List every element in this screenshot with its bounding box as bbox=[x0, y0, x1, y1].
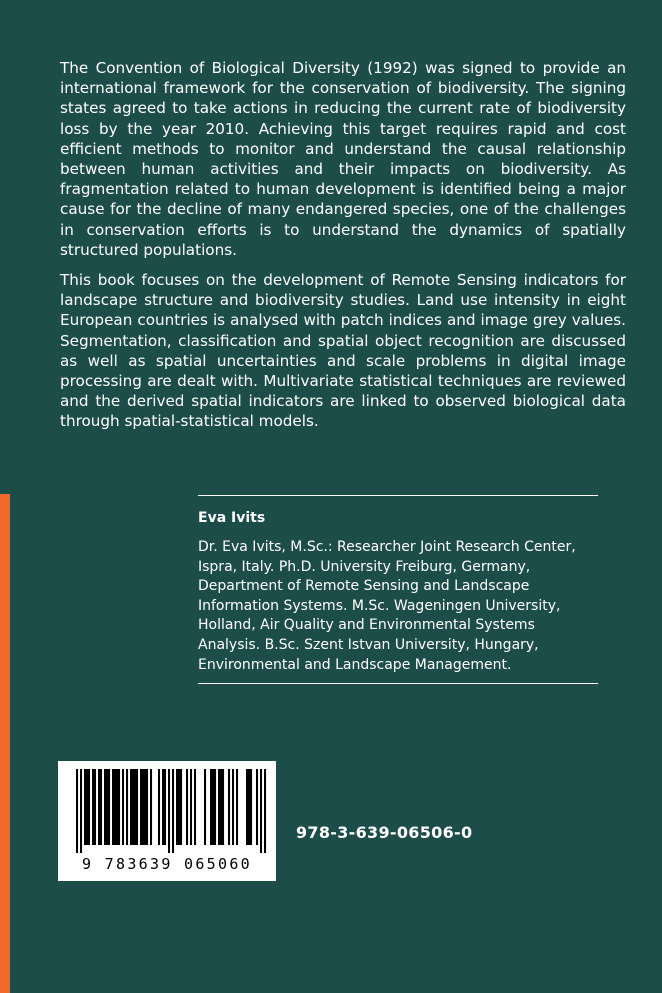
barcode-bar bbox=[162, 769, 164, 845]
barcode-bar bbox=[248, 769, 250, 845]
barcode-bar bbox=[92, 769, 94, 845]
barcode-bar bbox=[104, 769, 106, 845]
barcode-bar bbox=[84, 769, 86, 845]
back-cover-blurb bbox=[60, 58, 626, 442]
barcode-bar bbox=[134, 769, 136, 845]
barcode-bar bbox=[106, 769, 108, 845]
barcode-bar bbox=[118, 769, 120, 845]
barcode-bar bbox=[178, 769, 180, 845]
barcode-bar bbox=[222, 769, 224, 845]
barcode-bar bbox=[194, 769, 196, 845]
barcode-bar bbox=[140, 769, 142, 845]
barcode-bar bbox=[98, 769, 100, 845]
barcode-bar bbox=[190, 769, 192, 845]
barcode-bar bbox=[76, 769, 78, 853]
barcode-bar bbox=[146, 769, 148, 845]
barcode-bar bbox=[232, 769, 234, 845]
author-name: Eva Ivits bbox=[198, 510, 266, 526]
author-bio: Dr. Eva Ivits, M.Sc.: Researcher Joint Research Center, Ispra, Italy. Ph.D. University Freiburg, Germany, Department of Remote Sensing and Landscape Information Systems. M.Sc. Wageningen University, Holland, Air Quality and Environmental Systems Analysis. B.Sc. Szent Istvan University, Hungary, Environmental and Landscape Management. bbox=[198, 539, 576, 673]
barcode-bar bbox=[108, 769, 110, 845]
barcode-bar bbox=[164, 769, 166, 845]
barcode-bar bbox=[236, 769, 238, 845]
barcode-bar bbox=[126, 769, 128, 845]
barcode-bar bbox=[172, 769, 174, 853]
barcode-bar bbox=[186, 769, 188, 845]
barcode-bar bbox=[86, 769, 88, 845]
isbn-barcode bbox=[58, 761, 276, 881]
isbn-number: 978-3-639-06506-0 bbox=[296, 823, 473, 842]
barcode-bar bbox=[212, 769, 214, 845]
barcode-bar bbox=[136, 769, 138, 845]
barcode-bar bbox=[246, 769, 248, 845]
blurb-paragraph-1: The Convention of Biological Diversity (1992) was signed to provide an international framework for the conservation of biodiversity. The signing states agreed to take actions in reducing the current rate of biodiversity loss by the year 2010. Achieving this target requires rapid and cost efficient methods to monitor and understand the causal relationship between human activities and their impacts on biodiversity. As fragmentation related to human development is identified being a major cause for the decline of many endangered species, one of the challenges in conservation efforts is to understand the dynamics of spatially structured populations. bbox=[60, 59, 626, 259]
barcode-bar bbox=[80, 769, 82, 853]
barcode-bar bbox=[264, 769, 266, 853]
barcode-bar bbox=[142, 769, 144, 845]
barcode-bar bbox=[132, 769, 134, 845]
barcode-bar bbox=[150, 769, 152, 845]
barcode-bar bbox=[116, 769, 118, 845]
barcode-bar bbox=[88, 769, 90, 845]
barcode-bar bbox=[180, 769, 182, 845]
barcode-bar bbox=[228, 769, 230, 845]
barcode-bar bbox=[122, 769, 124, 845]
barcode-bar bbox=[158, 769, 160, 845]
barcode-digits: 9 783639 065060 bbox=[82, 855, 252, 873]
barcode-bar bbox=[168, 769, 170, 853]
barcode-bar bbox=[100, 769, 102, 845]
barcode-bar bbox=[144, 769, 146, 845]
barcode-bar bbox=[260, 769, 262, 853]
barcode-bar bbox=[220, 769, 222, 845]
barcode-bar bbox=[214, 769, 216, 845]
barcode-bar bbox=[130, 769, 132, 845]
barcode-bar bbox=[218, 769, 220, 845]
barcode-bar bbox=[256, 769, 258, 845]
barcode-bar bbox=[204, 769, 206, 845]
barcode-bar bbox=[94, 769, 96, 845]
barcode-bar bbox=[250, 769, 252, 845]
barcode-bar bbox=[112, 769, 114, 845]
orange-accent-bar bbox=[0, 494, 10, 993]
author-section bbox=[198, 495, 598, 684]
barcode-bar bbox=[114, 769, 116, 845]
barcode-bar bbox=[210, 769, 212, 845]
blurb-paragraph-2: This book focuses on the development of Remote Sensing indicators for landscape structure and biodiversity studies. Land use intensity in eight European countries is analysed with patch indices and image grey values. Segmentation, classification and spatial object recognition are discussed as well as spatial uncertainties and scale problems in digital image processing are dealt with. Multivariate statistical techniques are reviewed and the derived spatial indicators are linked to observed biological data through spatial-statistical models. bbox=[60, 271, 626, 431]
barcode-bar bbox=[176, 769, 178, 845]
